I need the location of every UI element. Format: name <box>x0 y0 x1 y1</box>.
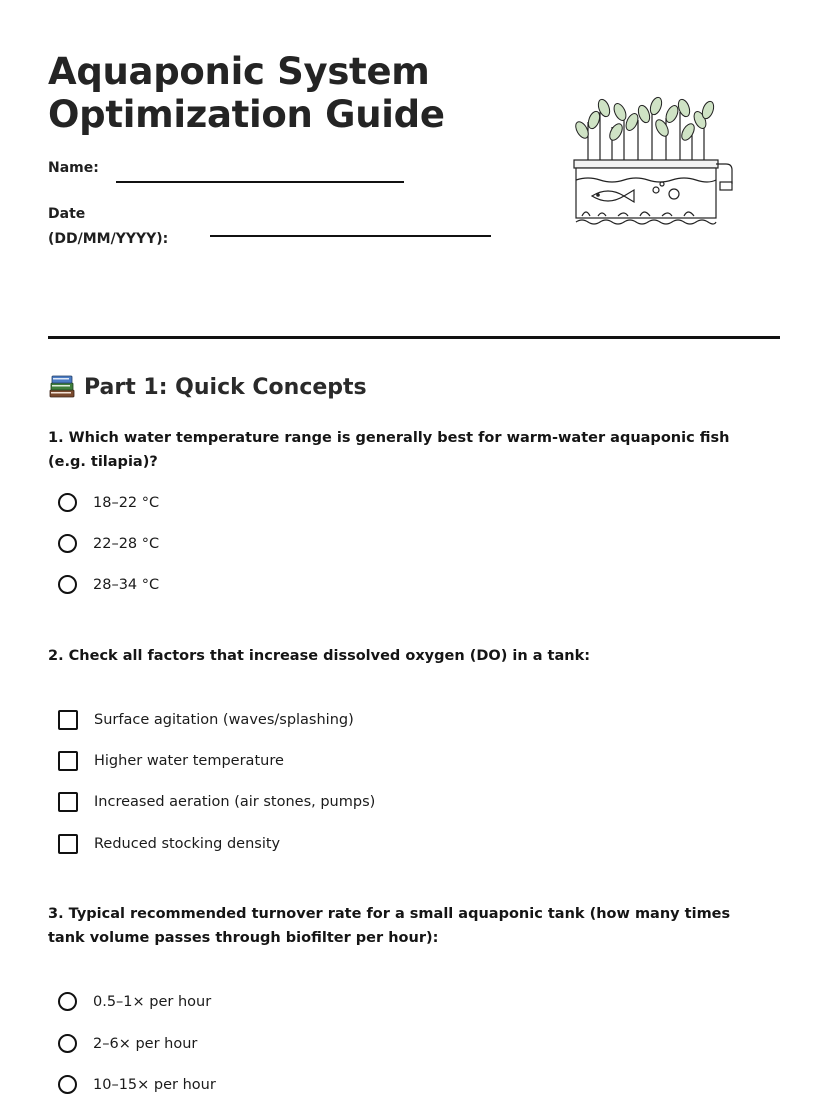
radio-button[interactable] <box>58 493 77 512</box>
question-1-text: 1. Which water temperature range is generally best for warm-water aquaponic fish (e.g. tilapia)? <box>48 430 730 470</box>
radio-button[interactable] <box>58 575 77 594</box>
date-label-line-2: (DD/MM/YYYY): <box>48 231 169 247</box>
date-field[interactable] <box>210 235 491 237</box>
q1-option-3[interactable] <box>58 575 159 594</box>
radio-button[interactable] <box>58 534 77 553</box>
section-title: Part 1: Quick Concepts <box>84 374 367 400</box>
q3-option-3[interactable] <box>58 1075 216 1094</box>
option-label: Higher water temperature <box>94 753 284 769</box>
worksheet-page <box>48 50 780 1093</box>
q3-option-2[interactable] <box>58 1034 197 1053</box>
date-label <box>48 202 168 252</box>
option-label: Increased aeration (air stones, pumps) <box>94 794 376 810</box>
checkbox[interactable] <box>58 710 78 730</box>
section-divider <box>48 336 780 339</box>
option-label: 2–6× per hour <box>93 1035 198 1052</box>
radio-button[interactable] <box>58 1034 77 1053</box>
question-3-text: 3. Typical recommended turnover rate for a small aquaponic tank (how many times tank volume passes through biofilter per hour): <box>48 906 731 946</box>
books-icon <box>48 374 76 400</box>
checkbox[interactable] <box>58 792 78 812</box>
date-label-line-1: Date <box>48 206 86 222</box>
q1-option-2[interactable] <box>58 534 159 553</box>
radio-button[interactable] <box>58 992 77 1011</box>
q2-option-3[interactable] <box>58 792 375 812</box>
q2-option-4[interactable] <box>58 834 280 854</box>
option-label: Reduced stocking density <box>94 836 281 852</box>
aquaponics-illustration-icon <box>568 92 738 232</box>
radio-button[interactable] <box>58 1075 77 1094</box>
option-label: 0.5–1× per hour <box>93 993 212 1010</box>
checkbox[interactable] <box>58 834 78 854</box>
option-label: 28–34 °C <box>93 576 160 593</box>
q1-option-1[interactable] <box>58 493 159 512</box>
q2-option-1[interactable] <box>58 710 354 730</box>
checkbox[interactable] <box>58 751 78 771</box>
name-label: Name: <box>48 160 99 176</box>
q3-option-1[interactable] <box>58 992 211 1011</box>
page-title: Aquaponic System Optimization Guide <box>48 50 445 136</box>
option-label: 18–22 °C <box>93 494 160 511</box>
option-label: 22–28 °C <box>93 535 160 552</box>
q2-option-2[interactable] <box>58 751 284 771</box>
question-2-text: 2. Check all factors that increase dissolved oxygen (DO) in a tank: <box>48 648 591 664</box>
option-label: Surface agitation (waves/splashing) <box>94 712 354 728</box>
option-label: 10–15× per hour <box>93 1076 216 1093</box>
section-heading <box>48 374 367 400</box>
name-field[interactable] <box>116 181 404 183</box>
